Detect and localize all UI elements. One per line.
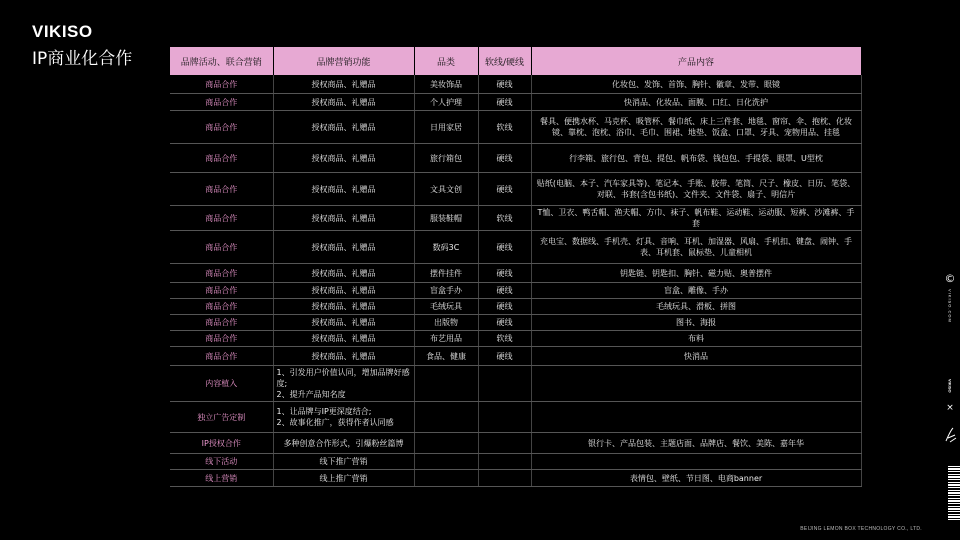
table-cell: 授权商品、礼赠品 — [273, 111, 414, 144]
table-cell: 授权商品、礼赠品 — [273, 264, 414, 283]
table-cell: 布艺用品 — [414, 331, 478, 347]
table-cell: 出版物 — [414, 315, 478, 331]
table-cell — [478, 470, 531, 487]
table-header-row — [170, 47, 861, 75]
table-cell: 授权商品、礼赠品 — [273, 331, 414, 347]
table-cell: 餐具、便携水杯、马克杯、吸管杯、餐巾纸、床上三件套、地毯、窗帘、伞、抱枕、化妆镜、靠枕、泡枕、浴巾、毛巾、围裙、地垫、饭盒、口罩、牙具、宠物用品、挂毯 — [531, 111, 861, 144]
table-cell: 授权商品、礼赠品 — [273, 206, 414, 231]
table-cell: 毛绒玩具、滑板、拼图 — [531, 299, 861, 315]
column-header: 软线/硬线 — [478, 47, 531, 75]
table-row — [170, 264, 861, 283]
table-cell: 1、引发用户价值认同，增加品牌好感度; 2、提升产品知名度 — [273, 366, 414, 402]
table-cell: 硬线 — [478, 173, 531, 206]
table-cell: 硬线 — [478, 231, 531, 264]
table-cell: 快消品 — [531, 347, 861, 366]
table-cell: 软线 — [478, 111, 531, 144]
table-cell: 硬线 — [478, 299, 531, 315]
side-brand-small: VIKISO — [947, 379, 953, 393]
table-cell — [414, 402, 478, 433]
table-cell: 文具文创 — [414, 173, 478, 206]
table-row — [170, 206, 861, 231]
table-cell: 商品合作 — [170, 299, 273, 315]
column-header: 品牌活动、联合营销 — [170, 47, 273, 75]
barcode-icon — [948, 466, 960, 522]
table-cell: 图书、海报 — [531, 315, 861, 331]
table-cell: 硬线 — [478, 144, 531, 173]
footer-company: BEIJING LEMON BOX TECHNOLOGY CO., LTD. — [800, 526, 922, 532]
table-cell: 授权商品、礼赠品 — [273, 94, 414, 111]
table-cell: 线上营销 — [170, 470, 273, 487]
side-logo — [941, 272, 959, 327]
table-cell: 线上推广营销 — [273, 470, 414, 487]
signature-icon — [944, 426, 958, 444]
table-row — [170, 470, 861, 487]
table-cell: 授权商品、礼赠品 — [273, 315, 414, 331]
table-cell: 商品合作 — [170, 206, 273, 231]
table-cell: 商品合作 — [170, 315, 273, 331]
table-cell: 多种创意合作形式，引爆粉丝篇博 — [273, 433, 414, 454]
table-cell: 个人护理 — [414, 94, 478, 111]
table-row — [170, 94, 861, 111]
table-cell: 银行卡、产品包装、主题店面、品牌店、餐饮、美陈、嘉年华 — [531, 433, 861, 454]
column-header: 产品内容 — [531, 47, 861, 75]
table-cell: 硬线 — [478, 347, 531, 366]
table-cell: 线下活动 — [170, 454, 273, 470]
table-cell: 硬线 — [478, 264, 531, 283]
table-row — [170, 331, 861, 347]
table-row — [170, 366, 861, 402]
table-cell: 内容植入 — [170, 366, 273, 402]
table-cell: 钥匙链、钥匙扣、胸针、磁力贴、奥普摆件 — [531, 264, 861, 283]
table-cell: 商品合作 — [170, 75, 273, 94]
table-cell: 美妆饰品 — [414, 75, 478, 94]
side-vertical-text: VIKISO.COM — [947, 289, 953, 323]
table-cell: 授权商品、礼赠品 — [273, 283, 414, 299]
table-cell: IP授权合作 — [170, 433, 273, 454]
table-row — [170, 433, 861, 454]
table-cell: 硬线 — [478, 94, 531, 111]
table-cell: 软线 — [478, 206, 531, 231]
table-row — [170, 173, 861, 206]
table-cell: 行李箱、旅行包、背包、提包、帆布袋、钱包包、手提袋、眼罩、U型枕 — [531, 144, 861, 173]
table-cell: 独立广告定制 — [170, 402, 273, 433]
table-cell — [531, 454, 861, 470]
table-cell — [531, 402, 861, 433]
table-row — [170, 283, 861, 299]
table-cell: 授权商品、礼赠品 — [273, 144, 414, 173]
table-cell: 商品合作 — [170, 231, 273, 264]
table-cell — [531, 366, 861, 402]
table-row — [170, 111, 861, 144]
table-row — [170, 402, 861, 433]
table-cell — [478, 454, 531, 470]
table-row — [170, 347, 861, 366]
table-cell: 授权商品、礼赠品 — [273, 299, 414, 315]
times-icon: × — [946, 403, 954, 413]
table-cell: 授权商品、礼赠品 — [273, 75, 414, 94]
table-cell: 摆件挂件 — [414, 264, 478, 283]
table-cell: 布料 — [531, 331, 861, 347]
cooperation-table — [170, 47, 862, 487]
table-cell: 商品合作 — [170, 94, 273, 111]
table-row — [170, 299, 861, 315]
table-cell: 盲盒手办 — [414, 283, 478, 299]
side-brand-mark — [941, 378, 959, 413]
table-cell — [478, 366, 531, 402]
table-row — [170, 144, 861, 173]
brand-title: VIKISO — [32, 22, 93, 41]
table-cell: 商品合作 — [170, 173, 273, 206]
page-subtitle: IP商业化合作 — [32, 49, 133, 69]
column-header: 品牌营销功能 — [273, 47, 414, 75]
copyright-icon: © — [944, 272, 956, 285]
table-cell: 表情包、壁纸、节日图、电商banner — [531, 470, 861, 487]
table-row — [170, 315, 861, 331]
table-cell: 硬线 — [478, 75, 531, 94]
table-cell: 数码3C — [414, 231, 478, 264]
cooperation-table-wrap — [170, 47, 861, 487]
table-cell: 授权商品、礼赠品 — [273, 231, 414, 264]
table-cell: 1、让品牌与IP更深度结合; 2、故事化推广，获得作者认同感 — [273, 402, 414, 433]
table-cell: 旅行箱包 — [414, 144, 478, 173]
table-cell: 毛绒玩具 — [414, 299, 478, 315]
table-cell: 食品、健康 — [414, 347, 478, 366]
table-cell: 商品合作 — [170, 331, 273, 347]
table-cell: 快消品、化妆品、面膜、口红、日化洗护 — [531, 94, 861, 111]
column-header: 品类 — [414, 47, 478, 75]
table-cell: 授权商品、礼赠品 — [273, 347, 414, 366]
table-cell — [414, 433, 478, 454]
table-cell — [414, 366, 478, 402]
table-cell: 日用家居 — [414, 111, 478, 144]
table-cell: 贴纸(电脑、本子、汽车家具等)、笔记本、手账、胶带、笔筒、尺子、橡皮、日历、笔袋、对联、书套(含包书纸)、文件夹、文件袋、扇子、明信片 — [531, 173, 861, 206]
table-row — [170, 231, 861, 264]
table-cell: 商品合作 — [170, 264, 273, 283]
table-cell: 硬线 — [478, 315, 531, 331]
table-cell: 硬线 — [478, 283, 531, 299]
table-cell: 盲盒、雕像、手办 — [531, 283, 861, 299]
table-cell: 软线 — [478, 331, 531, 347]
table-cell: 商品合作 — [170, 144, 273, 173]
table-cell — [478, 402, 531, 433]
table-cell — [414, 470, 478, 487]
table-row — [170, 75, 861, 94]
table-cell: 商品合作 — [170, 283, 273, 299]
table-cell: 商品合作 — [170, 347, 273, 366]
table-cell — [478, 433, 531, 454]
table-cell: 线下推广营销 — [273, 454, 414, 470]
table-cell: 充电宝、数据线、手机壳、灯具、音响、耳机、加湿器、风扇、手机扣、键盘、闹钟、手表、耳机套、鼠标垫、儿童相机 — [531, 231, 861, 264]
table-cell — [414, 454, 478, 470]
table-cell: T恤、卫衣、鸭舌帽、渔夫帽、方巾、袜子、帆布鞋、运动鞋、运动服、短裤、沙滩裤、手套 — [531, 206, 861, 231]
table-cell: 授权商品、礼赠品 — [273, 173, 414, 206]
table-cell: 化妆包、发饰、首饰、胸针、徽章、发带、眼镜 — [531, 75, 861, 94]
table-row — [170, 454, 861, 470]
table-cell: 服装鞋帽 — [414, 206, 478, 231]
table-cell: 商品合作 — [170, 111, 273, 144]
table-body — [170, 75, 861, 487]
